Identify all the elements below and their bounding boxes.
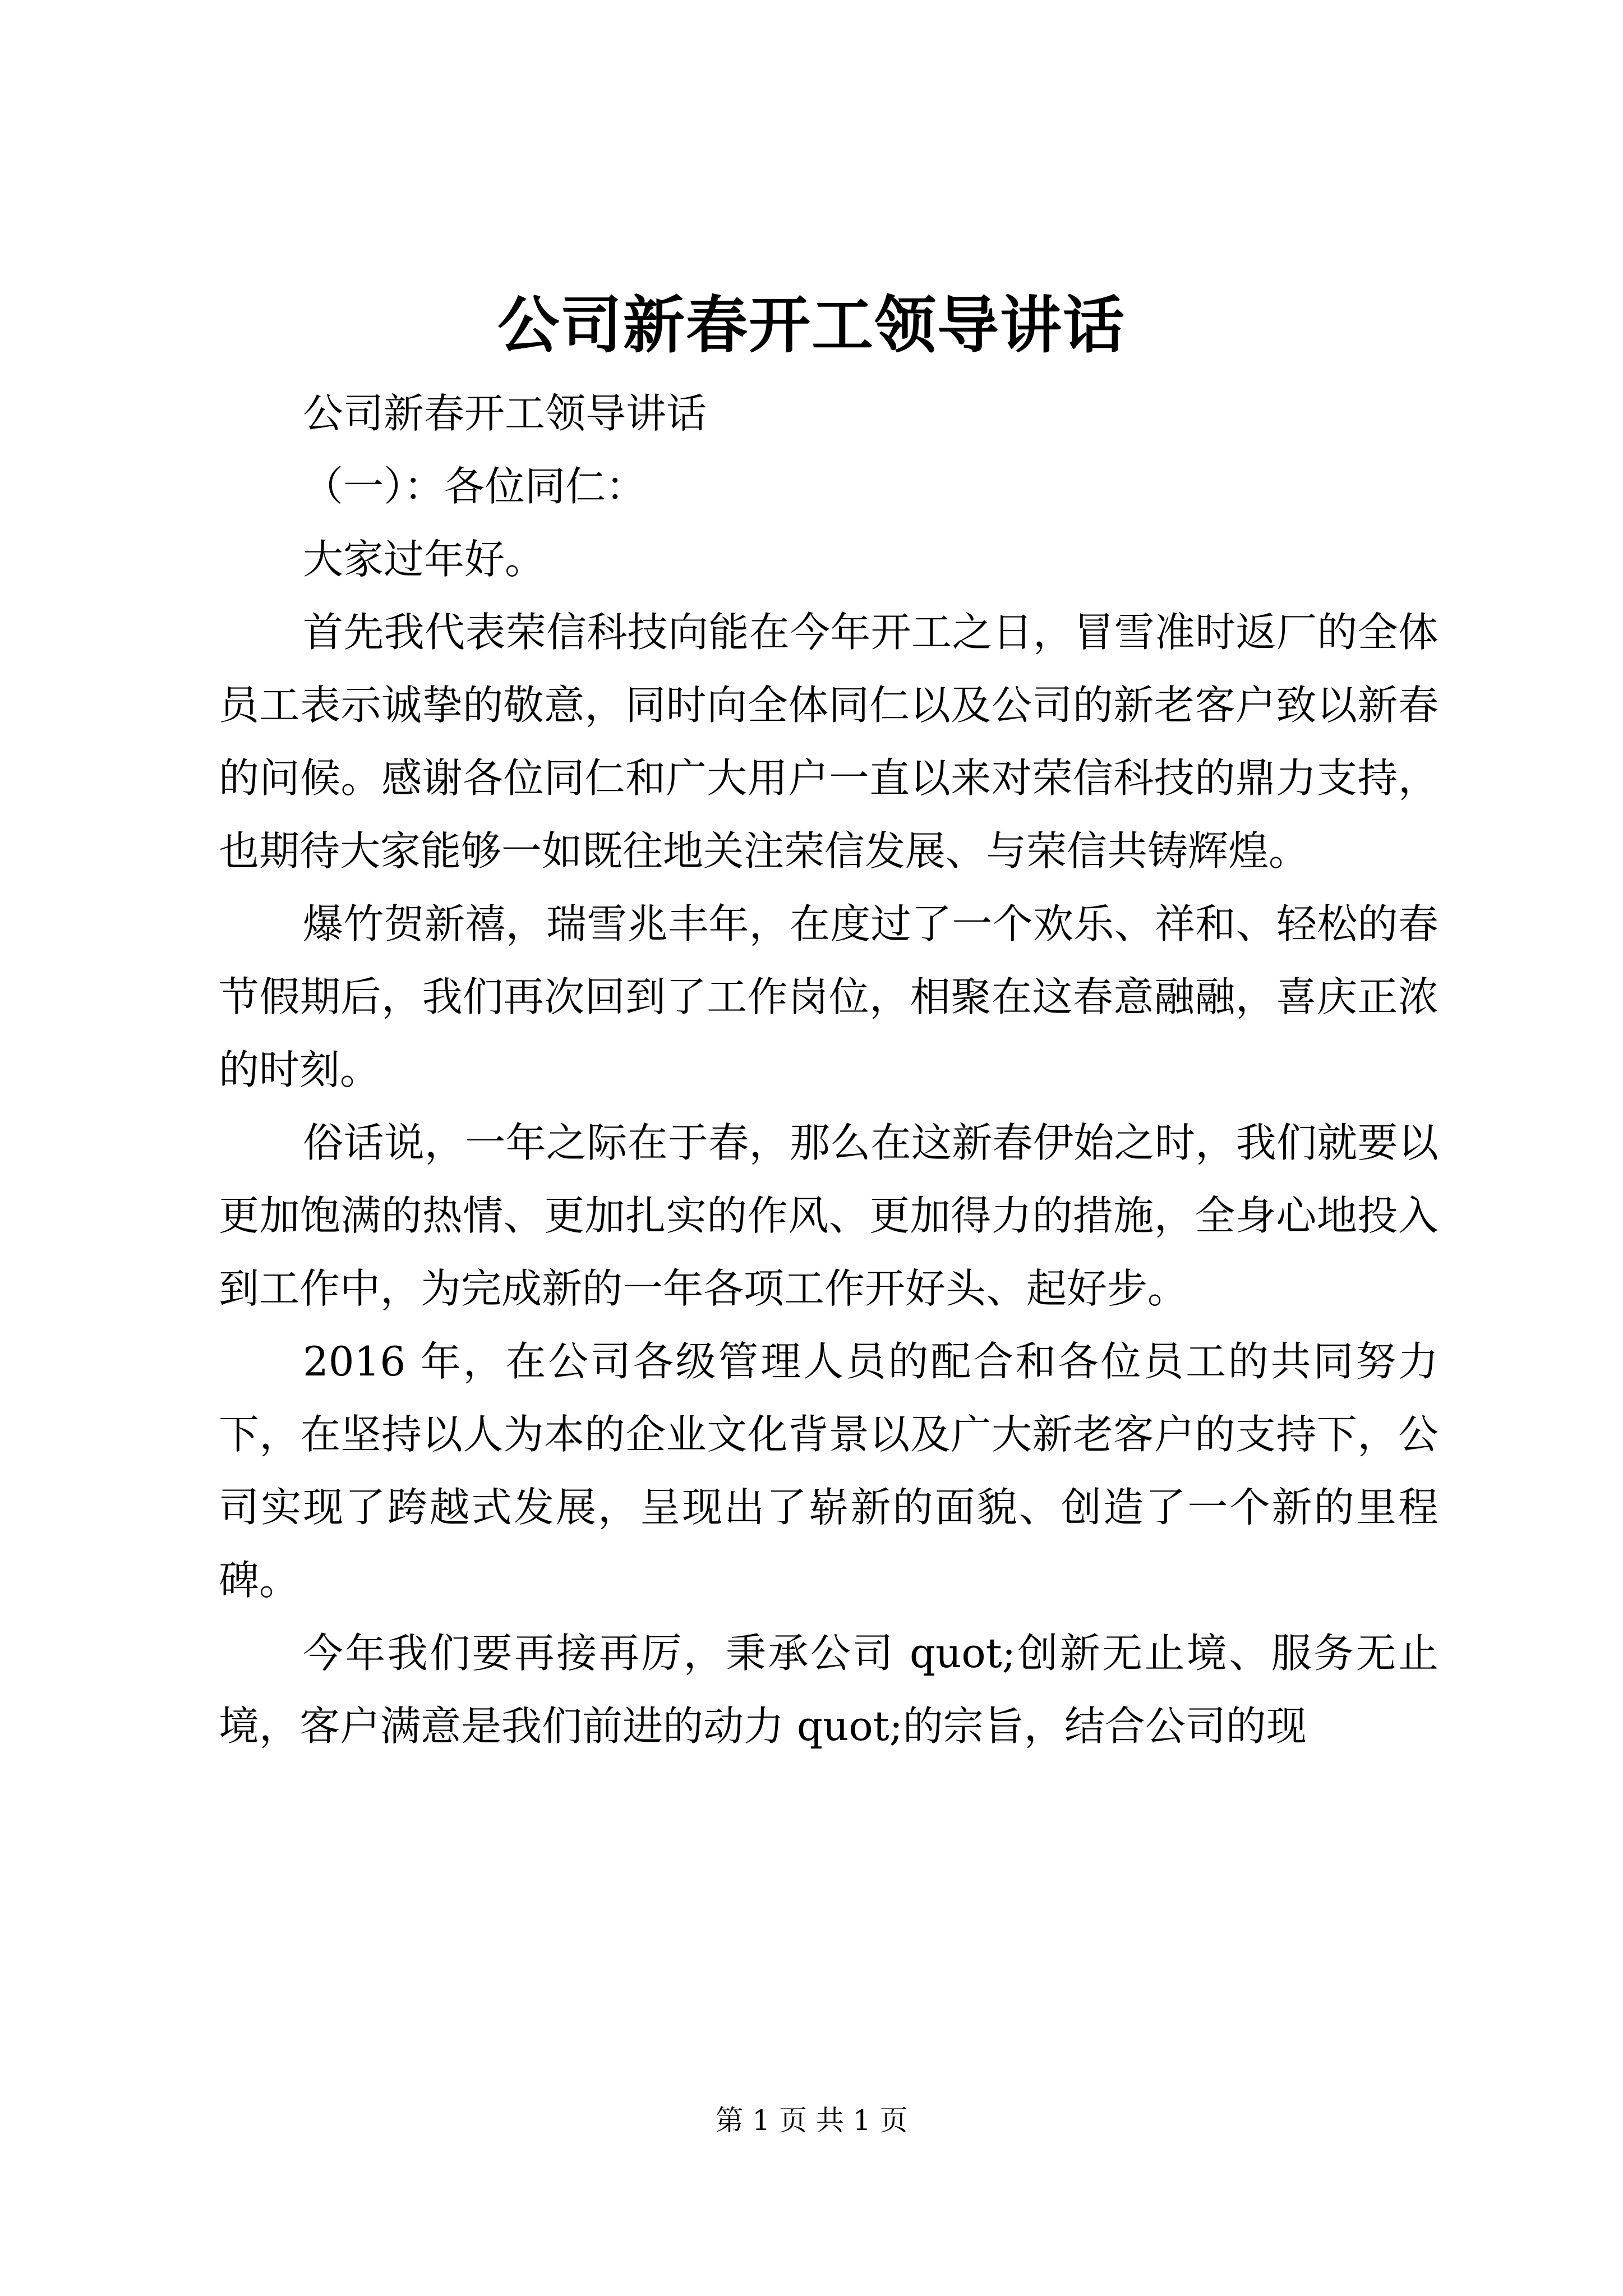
document-body [219, 377, 1438, 1763]
paragraph-body: 今年我们要再接再厉，秉承公司 quot;创新无止境、服务无止境，客户满意是我们前进的动力 quot;的宗旨，结合公司的现 [219, 1630, 1438, 1750]
page-number-footer: 第 1 页 共 1 页 [715, 2104, 908, 2137]
paragraph-body: 俗话说，一年之际在于春，那么在这新春伊始之时，我们就要以更加饱满的热情、更加扎实的作风、更加得力的措施，全身心地投入到工作中，为完成新的一年各项工作开好头、起好步。 [219, 1119, 1438, 1312]
paragraph-body: 爆竹贺新禧，瑞雪兆丰年，在度过了一个欢乐、祥和、轻松的春节假期后，我们再次回到了工作岗位，相聚在这春意融融，喜庆正浓的时刻。 [219, 900, 1438, 1093]
paragraph-body: 首先我代表荣信科技向能在今年开工之日，冒雪准时返厂的全体员工表示诚挚的敬意，同时向全体同仁以及公司的新老客户致以新春的问候。感谢各位同仁和广大用户一直以来对荣信科技的鼎力支持，也期待大家能够一如既往地关注荣信发展、与荣信共铸辉煌。 [219, 609, 1438, 875]
paragraph-salutation: （一）：各位同仁： [303, 463, 647, 510]
paragraph-subtitle: 公司新春开工领导讲话 [303, 390, 707, 437]
document-title: 公司新春开工领导讲话 [497, 289, 1126, 361]
paragraph-body: 2016 年，在公司各级管理人员的配合和各位员工的共同努力下，在坚持以人为本的企业文化背景以及广大新老客户的支持下，公司实现了跨越式发展，呈现出了崭新的面貌、创造了一个新的里程碑。 [219, 1338, 1438, 1604]
paragraph-greeting: 大家过年好。 [303, 536, 546, 583]
